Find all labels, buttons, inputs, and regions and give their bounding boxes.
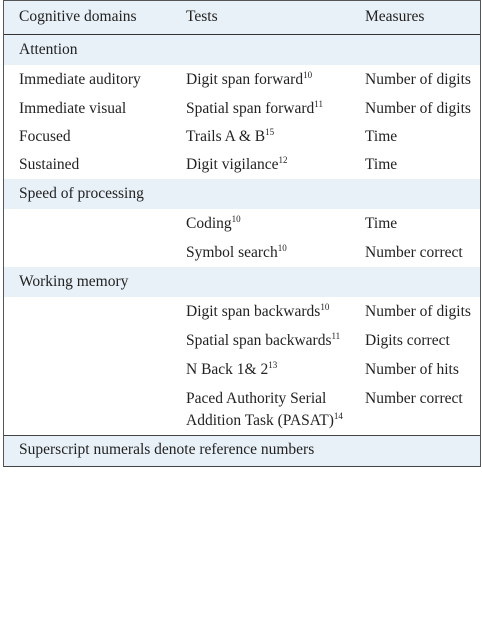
measure-cell: Time	[365, 128, 398, 145]
table-row	[4, 123, 480, 151]
domain-cell	[4, 209, 171, 238]
measure-cell: Time	[365, 215, 398, 232]
test-cell: Trails A & $B^{15}$	[186, 127, 275, 145]
measure-cell: Number correct	[365, 390, 463, 407]
measure-cell: Number of digits	[365, 71, 471, 88]
test-cell: Paced Authority Serial Addition Task (PASAT)$^{14}$	[186, 390, 343, 429]
test-cell: Digit vigilance$^{12}$	[186, 155, 288, 173]
section-label: Working memory	[4, 267, 171, 297]
header-domain: Cognitive domains	[4, 1, 171, 35]
measure-cell: Number of hits	[365, 361, 459, 378]
domain-cell	[4, 297, 171, 326]
section-row-working-memory	[4, 267, 480, 297]
reference-number: 10	[303, 70, 313, 80]
test-cell: Spatial span forward$^{11}$	[186, 99, 323, 117]
test-cell: Digit span forward$^{10}$	[186, 70, 313, 88]
domain-cell	[4, 384, 171, 436]
header-row	[4, 1, 480, 35]
footnote-row	[4, 436, 480, 467]
header-measures: Measures	[344, 1, 480, 35]
section-label: Speed of processing	[4, 179, 171, 209]
test-cell: Symbol search$^{10}$	[186, 243, 287, 261]
reference-number: 10	[231, 214, 241, 224]
table-row	[4, 65, 480, 94]
footnote: Superscript numerals denote reference numbers	[4, 436, 480, 467]
test-cell: Digit span backwards$^{10}$	[186, 302, 330, 320]
reference-number: 13	[268, 360, 278, 370]
table-row	[4, 238, 480, 267]
table-row	[4, 209, 480, 238]
domain-cell	[4, 238, 171, 267]
reference-number: 10	[320, 302, 330, 312]
section-row-speed	[4, 179, 480, 209]
measure-cell: Number of digits	[365, 100, 471, 117]
measure-cell: Time	[365, 156, 398, 173]
table-row	[4, 326, 480, 355]
table-row	[4, 151, 480, 179]
test-cell: N Back 1& $2^{13}$	[186, 360, 278, 378]
table	[4, 1, 480, 467]
reference-number: 11	[314, 99, 323, 109]
domain-cell: Sustained	[19, 156, 80, 173]
table-row	[4, 384, 480, 436]
measure-cell: Number of digits	[365, 303, 471, 320]
test-cell: Coding$^{10}$	[186, 214, 241, 232]
table-row	[4, 94, 480, 123]
reference-number: 11	[331, 331, 341, 341]
domain-cell	[4, 355, 171, 384]
reference-number: 12	[278, 155, 288, 165]
domain-cell: Immediate visual	[19, 100, 127, 117]
test-cell: Spatial span backwards$^{11}$	[186, 331, 341, 349]
domain-cell	[4, 326, 171, 355]
reference-number: 15	[265, 127, 275, 137]
domain-cell: Focused	[19, 128, 71, 145]
measure-cell: Digits correct	[365, 332, 450, 349]
domain-cell: Immediate auditory	[19, 71, 141, 88]
reference-number: 10	[277, 243, 287, 253]
reference-number: 14	[333, 411, 343, 421]
section-label: Attention	[4, 35, 171, 66]
measure-cell: Number correct	[365, 244, 463, 261]
cognitive-tests-table	[3, 0, 481, 467]
header-tests: Tests	[171, 1, 344, 35]
table-row	[4, 297, 480, 326]
table-row	[4, 355, 480, 384]
section-row-attention	[4, 35, 480, 66]
